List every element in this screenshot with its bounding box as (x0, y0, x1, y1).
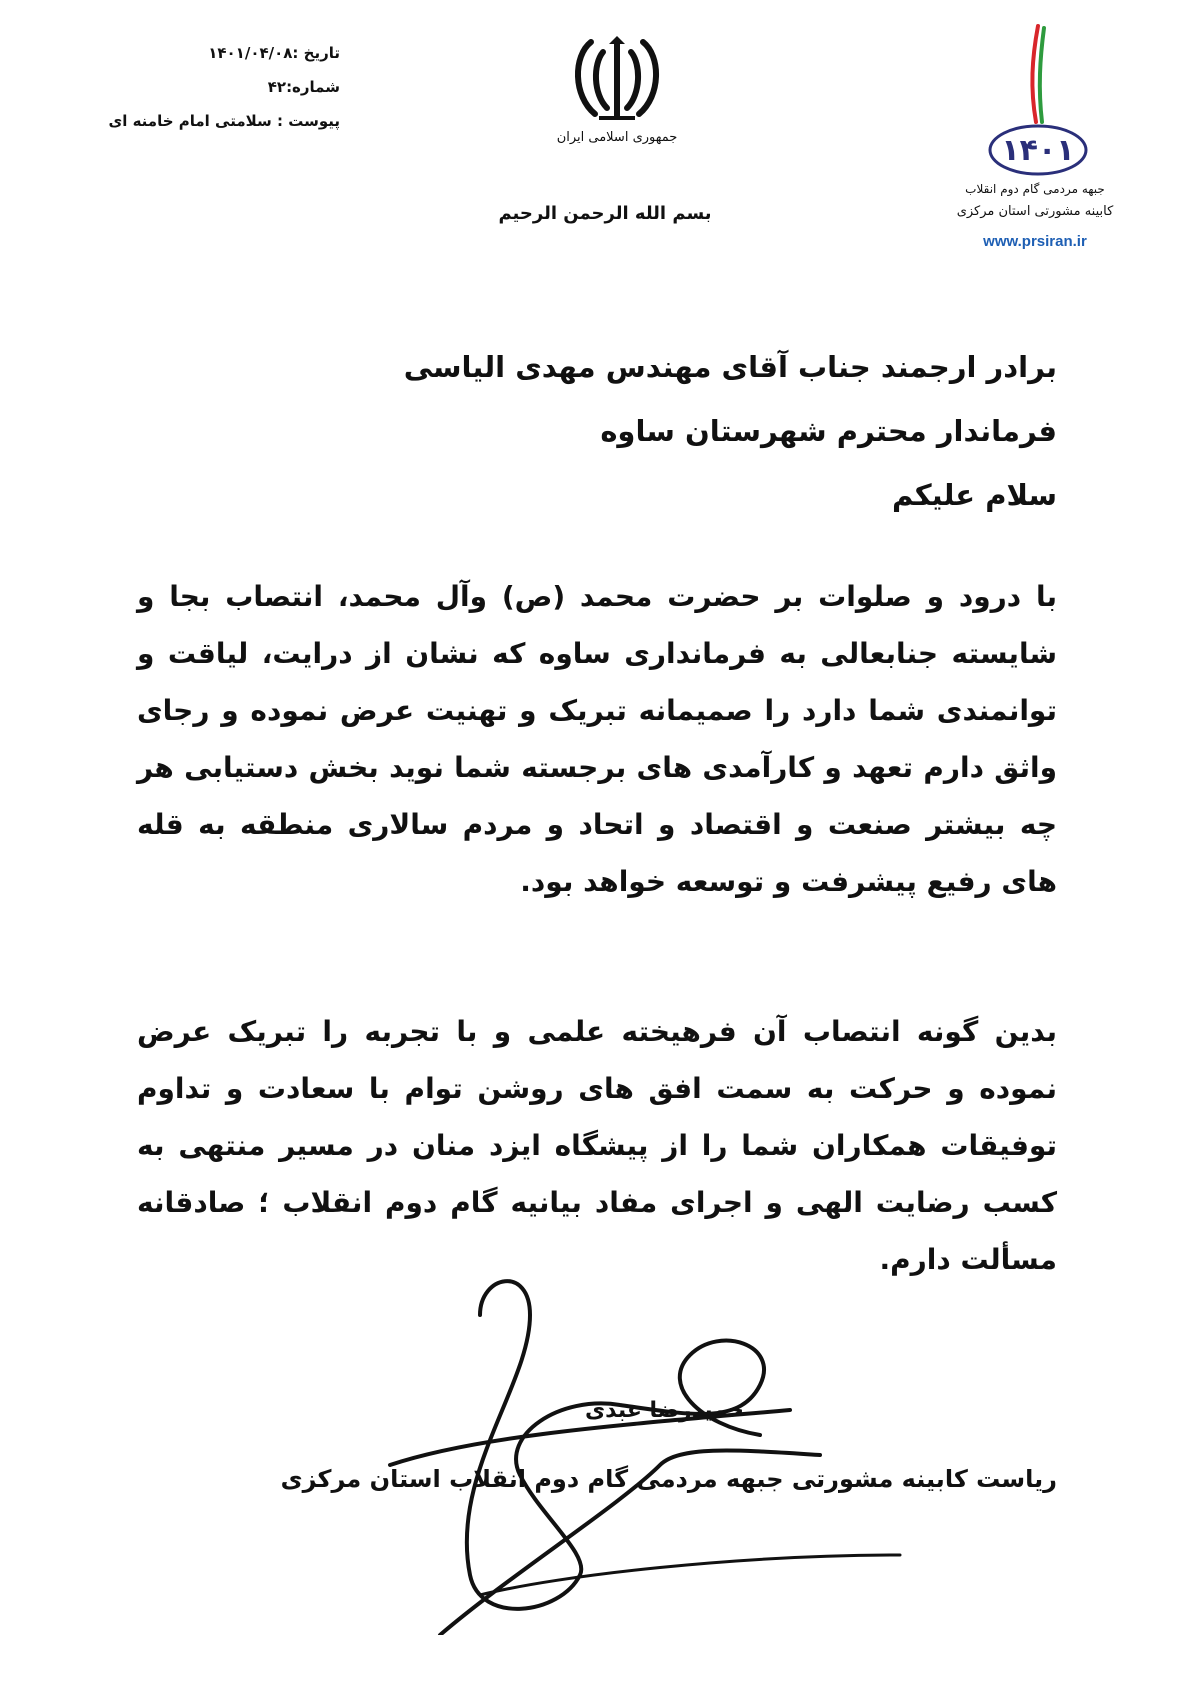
signer-title: ریاست کابینه مشورتی جبهه مردمی گام دوم انقلاب استان مرکزی (280, 1465, 1057, 1493)
signer-name: حمیدرضا عبدی (585, 1398, 745, 1423)
addressee-name: برادر ارجمند جناب آقای مهندس مهدی الیاسی (403, 350, 1057, 384)
signature-scribble (360, 1275, 920, 1635)
organization-name: جبهه مردمی گام دوم انقلاب (965, 182, 1105, 196)
iran-emblem-icon (569, 34, 665, 124)
emblem-caption: جمهوری اسلامی ایران (556, 130, 678, 145)
organization-cabinet: کابینه مشورتی استان مرکزی (956, 204, 1114, 219)
organization-website[interactable]: www.prsiran.ir (983, 233, 1087, 250)
letter-number: شماره:۴۲ (267, 78, 340, 96)
addressee-block (137, 335, 1057, 527)
basmala: بسم الله الرحمن الرحیم (498, 203, 712, 224)
letter-meta (110, 36, 340, 138)
letter-paragraph-1: با درود و صلوات بر حضرت محمد (ص) وآل محمد، انتصاب بجا و شایسته جنابعالی به فرمانداری ساوه که نشان از درایت، لیاقت و توانمندی شما دارد را صمیمانه تبریک و تهنیت عرض نموده و رجای واثق دارم تعهد و کارآمدی های برجسته شما نوید بخش دستیابی هر چه بیشتر صنعت و اقتصاد و اتحاد و مردم سالاری منطقه به قله های رفیع پیشرفت و توسعه خواهد بود. (137, 580, 1057, 898)
addressee-title: فرماندار محترم شهرستان ساوه (600, 414, 1057, 448)
logo-text: ۱۴۰۱ (1001, 133, 1075, 168)
greeting: سلام علیکم (892, 478, 1057, 512)
letter-date: تاریخ :۱۴۰۱/۰۴/۰۸ (208, 44, 340, 62)
front-logo-icon (980, 18, 1090, 178)
letter-attachment: پیوست : سلامتی امام خامنه ای (108, 112, 340, 130)
letter-paragraph-2: بدین گونه انتصاب آن فرهیخته علمی و با تجربه را تبریک عرض نموده و حرکت به سمت افق های روشن توام با سعادت و تداوم توفیقات همکاران شما را از پیشگاه ایزد منان در مسیر منتهی به کسب رضایت الهی و اجرای مفاد بیانیه گام دوم انقلاب ؛ صادقانه مسألت دارم. (137, 1015, 1057, 1276)
national-emblem (552, 34, 682, 145)
organization-block (935, 18, 1135, 250)
